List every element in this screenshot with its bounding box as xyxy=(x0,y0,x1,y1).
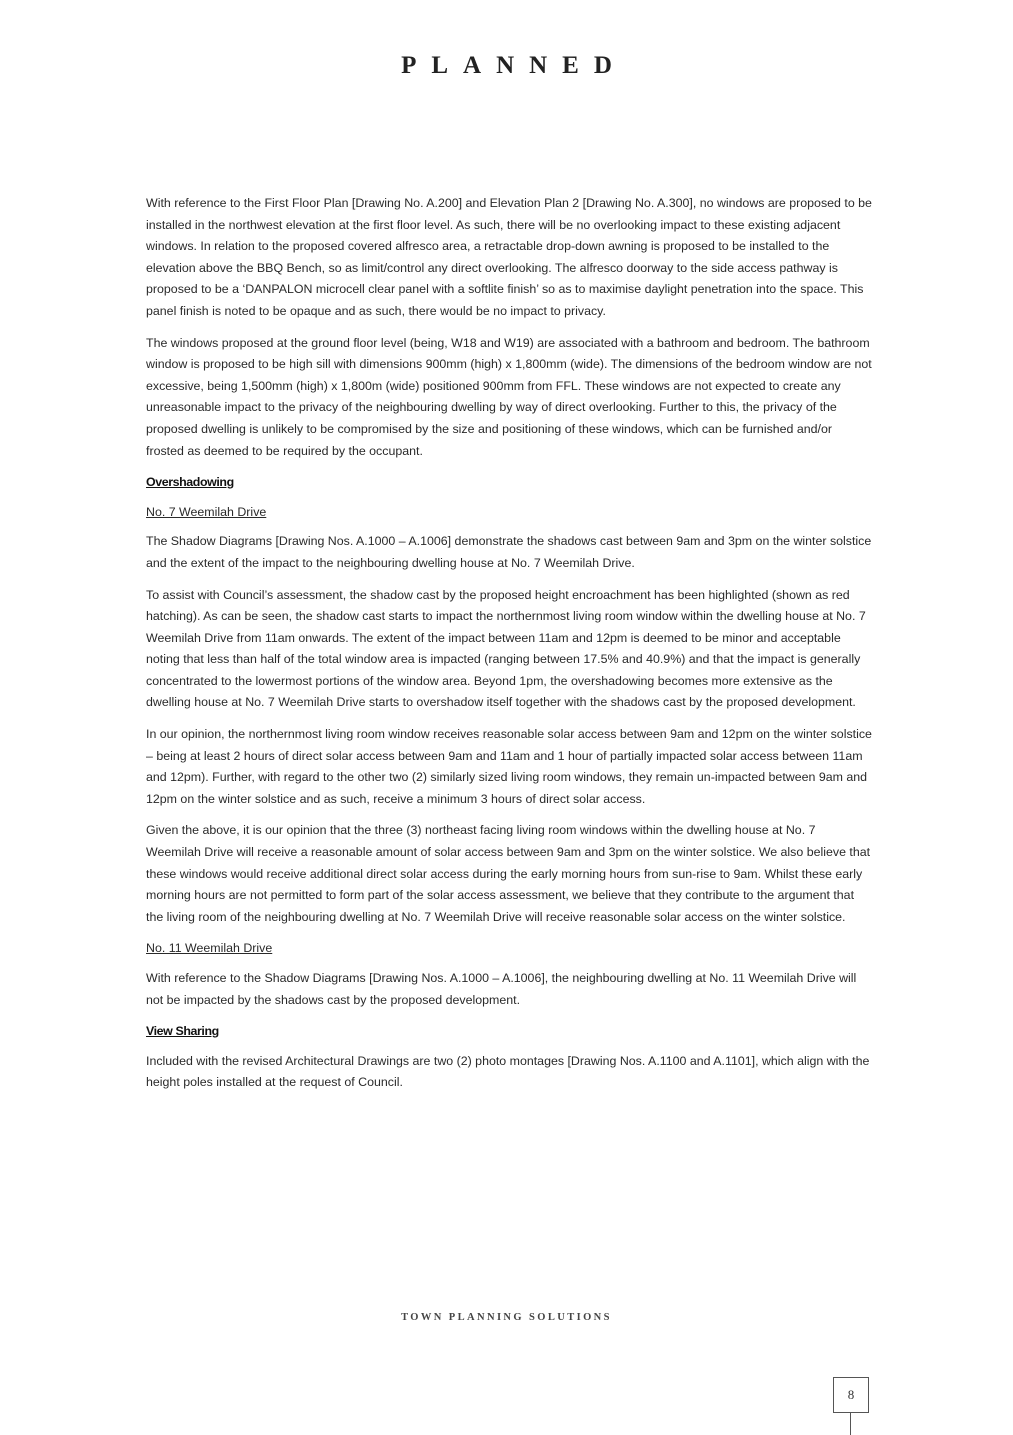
section-heading-view-sharing-text: View Sharing xyxy=(146,1024,219,1039)
page-number: 8 xyxy=(833,1377,869,1413)
header-logo: PLANNED xyxy=(401,52,627,79)
page-number-tick xyxy=(850,1412,851,1435)
document-body xyxy=(146,193,872,1104)
paragraph-view-sharing: Included with the revised Architectural Drawings are two (2) photo montages [Drawing Nos. A.1100 and A.1101], which align with the height poles installed at the request of Council. xyxy=(146,1053,870,1090)
section-heading-view-sharing xyxy=(146,1021,872,1043)
paragraph-shadow-diagrams: The Shadow Diagrams [Drawing Nos. A.1000 – A.1006] demonstrate the shadows cast between 9am and 3pm on the winter solstice and the extent of the impact to the neighbouring dwelling house at No. 7 Weemilah Drive. xyxy=(146,534,872,570)
section-heading-overshadowing xyxy=(146,472,872,494)
paragraph-no11: With reference to the Shadow Diagrams [Drawing Nos. A.1000 – A.1006], the neighbouring dwelling at No. 11 Weemilah Drive will not be impacted by the shadows cast by the proposed development. xyxy=(146,971,857,1007)
paragraph-council-assessment: To assist with Council’s assessment, the shadow cast by the proposed height encroachment has been highlighted (shown as red hatching). As can be seen, the shadow cast starts to impact the northernmost living room window within the dwelling house at No. 7 Weemilah Drive from 11am onwards. The extent of the impact between 11am and 12pm is deemed to be minor and acceptable noting that less than half of the total window area is impacted (ranging between 17.5% and 40.9%) and that the impact is generally concentrated to the lowermost portions of the window area. Beyond 1pm, the overshadowing becomes more extensive as the dwelling house at No. 7 Weemilah Drive starts to overshadow itself together with the shadows cast by the proposed development. xyxy=(146,587,866,710)
paragraph-privacy-first-floor: With reference to the First Floor Plan [Drawing No. A.200] and Elevation Plan 2 [Drawing No. A.300], no windows are proposed to be installed in the northwest elevation at the first floor level. As such, there will be no overlooking impact to these existing adjacent windows. In relation to the proposed covered alfresco area, a retractable drop-down awning is proposed to be installed to the elevation above the BBQ Bench, so as limit/control any direct overlooking. The alfresco doorway to the side access pathway is proposed to be a ‘DANPALON microcell clear panel with a softlite finish’ so as to maximise daylight penetration into the space. This panel finish is noted to be opaque and as such, there would be no impact to privacy. xyxy=(146,196,872,318)
section-heading-overshadowing-text: Overshadowing xyxy=(146,475,234,490)
paragraph-solar-access-opinion: In our opinion, the northernmost living room window receives reasonable solar access between 9am and 12pm on the winter solstice – being at least 2 hours of direct solar access between 9am and 11am and 1 hour of partially impacted solar access between 11am and 12pm). Further, with regard to the other two (2) similarly sized living room windows, they remain un-impacted between 9am and 12pm on the winter solstice and as such, receive a minimum 3 hours of direct solar access. xyxy=(146,727,872,806)
subheading-no7 xyxy=(146,502,872,524)
subheading-no7-text: No. 7 Weemilah Drive xyxy=(146,504,267,519)
subheading-no11 xyxy=(146,938,872,960)
paragraph-conclusion-no7: Given the above, it is our opinion that the three (3) northeast facing living room windows within the dwelling house at No. 7 Weemilah Drive will receive a reasonable amount of solar access between 9am and 3pm on the winter solstice. We also believe that these windows would receive additional direct solar access during the early morning hours from sun-rise to 9am. Whilst these early morning hours are not permitted to form part of the solar access assessment, we believe that they contribute to the argument that the living room of the neighbouring dwelling at No. 7 Weemilah Drive will receive reasonable solar access on the winter solstice. xyxy=(146,823,871,924)
subheading-no11-text: No. 11 Weemilah Drive xyxy=(146,941,273,956)
paragraph-privacy-ground-floor: The windows proposed at the ground floor level (being, W18 and W19) are associated with a bathroom and bedroom. The bathroom window is proposed to be high sill with dimensions 900mm (high) x 1,800mm (wide). The dimensions of the bedroom window are not excessive, being 1,500mm (high) x 1,800m (wide) positioned 900mm from FFL. These windows are not expected to create any unreasonable impact to the privacy of the neighbouring dwelling by way of direct overlooking. Further to this, the privacy of the proposed dwelling is unlikely to be compromised by the size and positioning of these windows, which can be furnished and/or frosted as deemed to be required by the occupant. xyxy=(146,335,872,458)
footer-tagline: TOWN PLANNING SOLUTIONS xyxy=(401,1312,612,1323)
